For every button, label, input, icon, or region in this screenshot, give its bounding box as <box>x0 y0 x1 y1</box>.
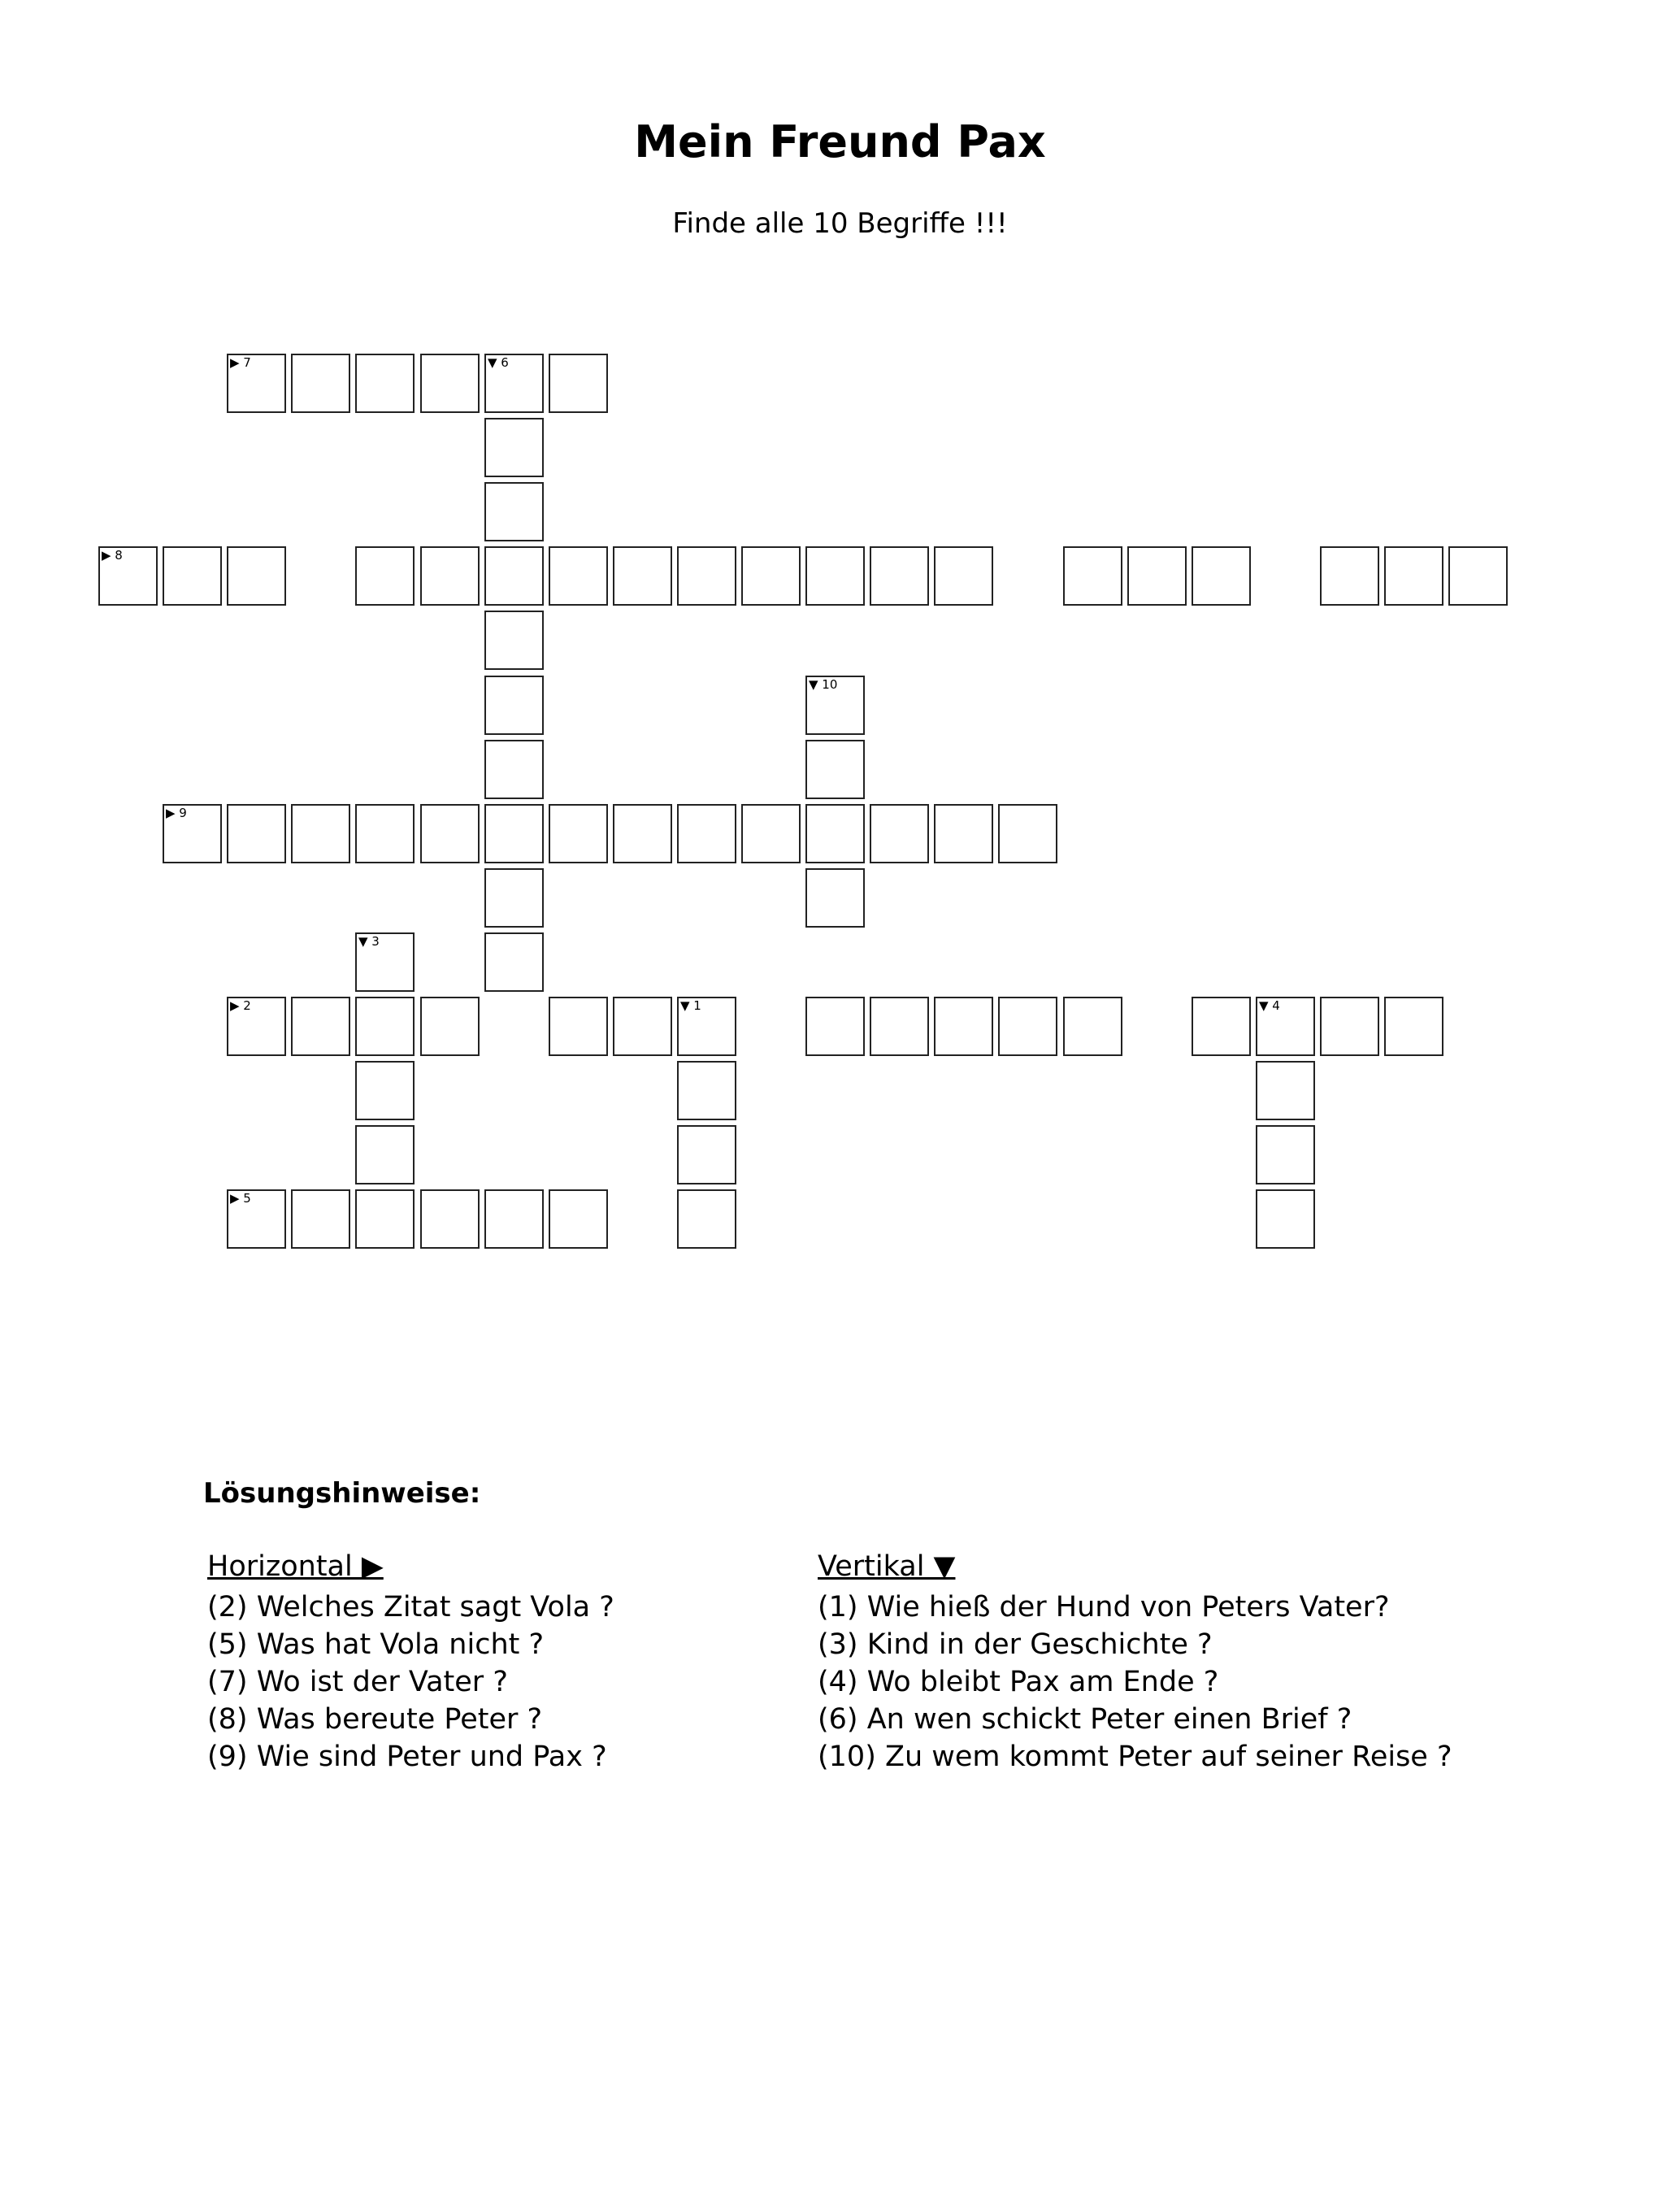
crossword-cell[interactable] <box>163 804 222 863</box>
crossword-cell[interactable] <box>805 804 865 863</box>
crossword-cell[interactable] <box>1384 546 1443 606</box>
crossword-cell[interactable] <box>163 546 222 606</box>
crossword-cell[interactable] <box>549 1189 608 1249</box>
crossword-cell[interactable] <box>355 1125 415 1184</box>
crossword-cell[interactable] <box>805 868 865 928</box>
crossword-cell[interactable] <box>484 354 544 413</box>
crossword-cell[interactable] <box>227 354 286 413</box>
crossword-cell[interactable] <box>741 804 801 863</box>
crossword-cell[interactable] <box>420 546 480 606</box>
crossword-cell[interactable] <box>420 354 480 413</box>
crossword-cell[interactable] <box>355 932 415 992</box>
crossword-cell[interactable] <box>870 997 929 1056</box>
crossword-cell[interactable] <box>355 546 415 606</box>
crossword-cell[interactable] <box>677 804 736 863</box>
crossword-cell[interactable] <box>1384 997 1443 1056</box>
crossword-cell[interactable] <box>484 804 544 863</box>
page-title: Mein Freund Pax <box>634 116 1046 167</box>
clue-number: ▼ 6 <box>488 355 509 370</box>
crossword-cell[interactable] <box>613 804 672 863</box>
crossword-cell[interactable] <box>355 1189 415 1249</box>
crossword-cell[interactable] <box>1448 546 1508 606</box>
crossword-cell[interactable] <box>1320 546 1379 606</box>
clue-number: ▼ 10 <box>809 677 838 692</box>
clue-vertical-6: (6) An wen schickt Peter einen Brief ? <box>818 1703 1352 1736</box>
crossword-cell[interactable] <box>613 997 672 1056</box>
crossword-cell[interactable] <box>98 546 158 606</box>
crossword-cell[interactable] <box>805 676 865 735</box>
crossword-cell[interactable] <box>355 1061 415 1120</box>
clue-number: ▶ 5 <box>230 1191 251 1206</box>
crossword-cell[interactable] <box>677 1061 736 1120</box>
crossword-cell[interactable] <box>805 546 865 606</box>
crossword-cell[interactable] <box>549 546 608 606</box>
crossword-cell[interactable] <box>484 676 544 735</box>
crossword-cell[interactable] <box>484 611 544 670</box>
clue-number: ▶ 9 <box>166 806 187 820</box>
clue-vertical-1: (1) Wie hieß der Hund von Peters Vater? <box>818 1591 1390 1623</box>
crossword-cell[interactable] <box>420 997 480 1056</box>
crossword-cell[interactable] <box>484 418 544 477</box>
crossword-cell[interactable] <box>227 804 286 863</box>
crossword-cell[interactable] <box>484 740 544 799</box>
vertical-clues <box>818 1548 1452 1776</box>
crossword-cell[interactable] <box>549 997 608 1056</box>
crossword-cell[interactable] <box>227 997 286 1056</box>
crossword-cell[interactable] <box>741 546 801 606</box>
crossword-cell[interactable] <box>1320 997 1379 1056</box>
crossword-cell[interactable] <box>1127 546 1187 606</box>
crossword-cell[interactable] <box>613 546 672 606</box>
crossword-cell[interactable] <box>227 546 286 606</box>
crossword-cell[interactable] <box>870 804 929 863</box>
clue-number: ▶ 7 <box>230 355 251 370</box>
crossword-cell[interactable] <box>998 997 1057 1056</box>
crossword-cell[interactable] <box>870 546 929 606</box>
crossword-cell[interactable] <box>355 804 415 863</box>
clue-horizontal-8: (8) Was bereute Peter ? <box>207 1703 543 1736</box>
clue-vertical-3: (3) Kind in der Geschichte ? <box>818 1628 1213 1661</box>
crossword-cell[interactable] <box>934 546 993 606</box>
horizontal-heading: Horizontal ▶ <box>207 1550 384 1583</box>
crossword-cell[interactable] <box>291 997 350 1056</box>
crossword-cell[interactable] <box>677 1125 736 1184</box>
hints-heading: Lösungshinweise: <box>203 1477 481 1510</box>
crossword-cell[interactable] <box>1256 1125 1315 1184</box>
crossword-cell[interactable] <box>291 354 350 413</box>
crossword-cell[interactable] <box>484 932 544 992</box>
clue-vertical-4: (4) Wo bleibt Pax am Ende ? <box>818 1666 1219 1698</box>
crossword-cell[interactable] <box>549 354 608 413</box>
crossword-cell[interactable] <box>420 1189 480 1249</box>
clue-vertical-10: (10) Zu wem kommt Peter auf seiner Reise ? <box>818 1741 1452 1773</box>
crossword-cell[interactable] <box>1256 997 1315 1056</box>
crossword-cell[interactable] <box>805 740 865 799</box>
crossword-cell[interactable] <box>420 804 480 863</box>
vertical-heading: Vertikal ▼ <box>818 1550 956 1583</box>
crossword-cell[interactable] <box>1256 1061 1315 1120</box>
crossword-cell[interactable] <box>291 804 350 863</box>
clue-number: ▶ 2 <box>230 998 251 1013</box>
crossword-cell[interactable] <box>998 804 1057 863</box>
crossword-cell[interactable] <box>484 546 544 606</box>
crossword-cell[interactable] <box>355 997 415 1056</box>
page-subtitle: Finde alle 10 Begriffe !!! <box>672 207 1008 240</box>
horizontal-clues <box>207 1548 614 1776</box>
crossword-cell[interactable] <box>1063 997 1122 1056</box>
crossword-cell[interactable] <box>1192 546 1251 606</box>
crossword-cell[interactable] <box>1063 546 1122 606</box>
clue-number: ▶ 8 <box>102 548 123 563</box>
clue-number: ▼ 3 <box>358 934 380 949</box>
crossword-cell[interactable] <box>484 868 544 928</box>
crossword-cell[interactable] <box>1256 1189 1315 1249</box>
crossword-cell[interactable] <box>355 354 415 413</box>
crossword-cell[interactable] <box>934 997 993 1056</box>
clue-number: ▼ 4 <box>1259 998 1280 1013</box>
crossword-cell[interactable] <box>484 1189 544 1249</box>
crossword-cell[interactable] <box>805 997 865 1056</box>
crossword-cell[interactable] <box>227 1189 286 1249</box>
clue-number: ▼ 1 <box>680 998 701 1013</box>
clue-horizontal-5: (5) Was hat Vola nicht ? <box>207 1628 545 1661</box>
crossword-cell[interactable] <box>677 997 736 1056</box>
crossword-cell[interactable] <box>484 482 544 541</box>
crossword-cell[interactable] <box>549 804 608 863</box>
crossword-cell[interactable] <box>934 804 993 863</box>
crossword-cell[interactable] <box>291 1189 350 1249</box>
clue-horizontal-9: (9) Wie sind Peter und Pax ? <box>207 1741 607 1773</box>
clue-horizontal-2: (2) Welches Zitat sagt Vola ? <box>207 1591 614 1623</box>
crossword-cell[interactable] <box>1192 997 1251 1056</box>
crossword-cell[interactable] <box>677 1189 736 1249</box>
clue-horizontal-7: (7) Wo ist der Vater ? <box>207 1666 508 1698</box>
crossword-cell[interactable] <box>677 546 736 606</box>
